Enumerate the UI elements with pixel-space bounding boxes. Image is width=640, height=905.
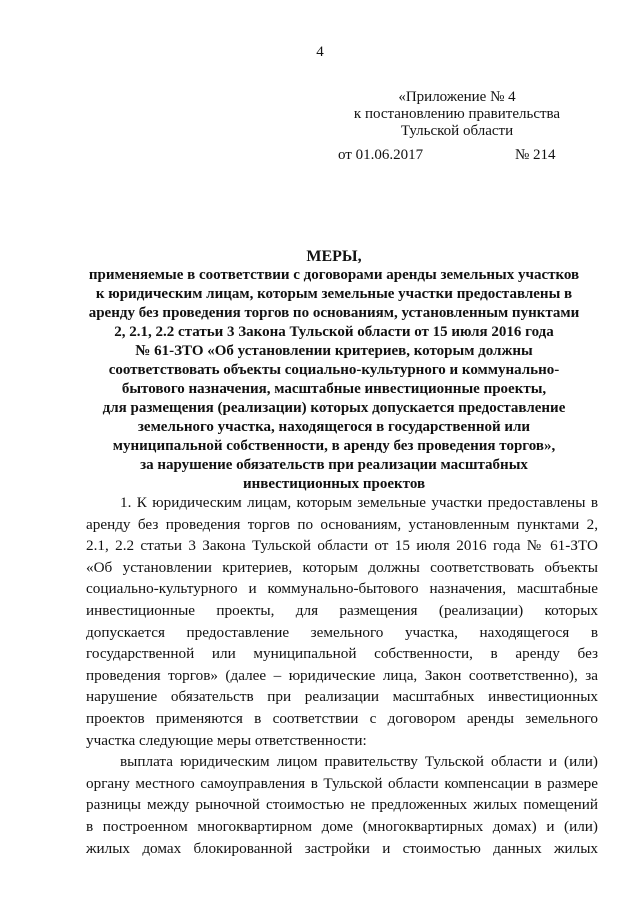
- document-title: [84, 247, 584, 494]
- title-line: соответствовать объекты социально-культурного и коммунально-: [108, 362, 560, 378]
- document-number: № 214: [515, 147, 556, 163]
- paragraph-1: [86, 492, 598, 751]
- paragraph-line: жилых домах блокированной застройки и стоимостью данных жилых: [86, 839, 598, 857]
- appendix-reference: [352, 89, 562, 140]
- paragraph-line: разницы между рыночной стоимостью не предложенных жилых помещений: [86, 796, 598, 814]
- title-line: 2, 2.1, 2.2 статьи 3 Закона Тульской области от 15 июля 2016 года: [114, 324, 554, 340]
- paragraph-line: аренду без проведения торгов по основаниям, установленным пунктами 2,: [86, 515, 598, 533]
- title-line: к юридическим лицам, которым земельные участки предоставлены в: [95, 286, 573, 302]
- title-line: № 61-ЗТО «Об установлении критериев, которым должны: [135, 343, 533, 359]
- paragraph-2: [86, 751, 598, 859]
- paragraph-line: социально-культурного и коммунально-бытового назначения, масштабные: [86, 580, 598, 598]
- paragraph-line: «Об установлении критериев, которым должны соответствовать объекты: [86, 558, 598, 576]
- document-body: [86, 492, 598, 859]
- appendix-line: к постановлению правительства: [353, 106, 561, 122]
- paragraph-line: допускается предоставление земельного участка, находящегося в: [86, 623, 598, 641]
- paragraph-line: участка следующие меры ответственности:: [86, 731, 367, 749]
- paragraph-line: 1. К юридическим лицам, которым земельные участки предоставлены в: [120, 494, 598, 511]
- title-line: для размещения (реализации) которых допускается предоставление: [102, 400, 566, 416]
- paragraph-line: органу местного самоуправления в Тульской области компенсации в размере: [86, 774, 598, 792]
- title-line: муниципальной собственности, в аренду без проведения торгов»,: [112, 438, 556, 454]
- title-heading: МЕРЫ,: [306, 248, 362, 265]
- title-line: бытового назначения, масштабные инвестиционные проекты,: [121, 381, 547, 397]
- appendix-line: Тульской области: [400, 123, 514, 139]
- title-line: аренду без проведения торгов по основаниям, установленным пунктами: [88, 305, 580, 321]
- paragraph-line: государственной или муниципальной собственности, в аренду без: [86, 645, 598, 663]
- paragraph-line: нарушение обязательств при реализации масштабных инвестиционных: [86, 688, 598, 706]
- paragraph-line: 2.1, 2.2 статьи 3 Закона Тульской области от 15 июля 2016 года № 61-ЗТО: [86, 537, 598, 555]
- title-line: за нарушение обязательств при реализации масштабных: [140, 457, 528, 473]
- paragraph-line: проведения торгов» (далее – юридические лица, Закон соответственно), за: [86, 666, 598, 684]
- page-number: 4: [316, 44, 324, 60]
- paragraph-line: выплата юридическим лицом правительству Тульской области и (или): [120, 753, 598, 771]
- title-line: инвестиционных проектов: [242, 476, 426, 492]
- document-date: от 01.06.2017: [338, 147, 424, 163]
- paragraph-line: инвестиционные проекты, для размещения (реализации) которых: [86, 601, 598, 619]
- appendix-line: «Приложение № 4: [398, 89, 516, 105]
- paragraph-line: проектов применяются в соответствии с договором аренды земельного: [86, 709, 598, 727]
- title-line: применяемые в соответствии с договорами аренды земельных участков: [88, 267, 580, 283]
- paragraph-line: в построенном многоквартирном доме (многоквартирных домах) и (или): [86, 817, 598, 835]
- title-line: земельного участка, находящегося в государственной или: [137, 419, 531, 435]
